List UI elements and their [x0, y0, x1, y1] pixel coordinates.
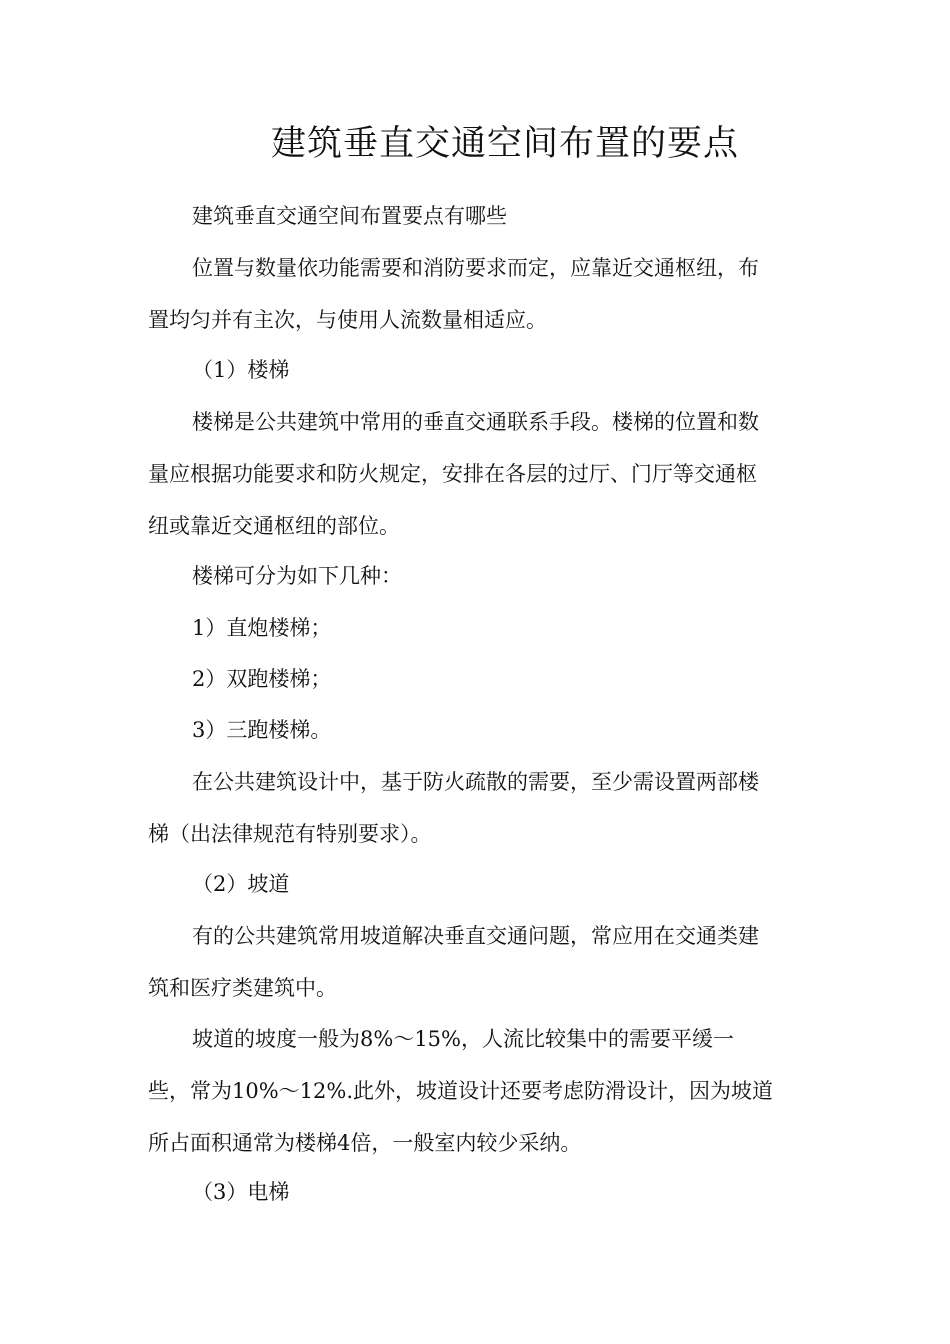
section-heading-ramps [148, 858, 803, 910]
paragraph-ramps [148, 910, 803, 1014]
text-line: 筑和医疗类建筑中。 [148, 976, 337, 1000]
text-line: 1）直炮楼梯； [192, 616, 332, 640]
paragraph-stair-types [148, 550, 803, 602]
paragraph-ramp-slope [148, 1013, 803, 1169]
text-line: 置均匀并有主次，与使用人流数量相适应。 [148, 308, 547, 332]
text-line: 有的公共建筑常用坡道解决垂直交通问题，常应用在交通类建 [192, 924, 759, 948]
text-line: 位置与数量依功能需要和消防要求而定，应靠近交通枢纽，布 [192, 256, 759, 280]
paragraph-position [148, 242, 803, 346]
document-title: 建筑垂直交通空间布置的要点 [270, 124, 739, 164]
text-line: （1）楼梯 [192, 358, 290, 382]
text-line: 所占面积通常为楼梯4倍，一般室内较少采纳。 [148, 1131, 582, 1155]
list-item-stair-3 [148, 704, 803, 756]
text-line: 2）双跑楼梯； [192, 667, 332, 691]
text-line: 量应根据功能要求和防火规定，安排在各层的过厅、门厅等交通枢 [148, 462, 757, 486]
text-line: （3）电梯 [192, 1180, 290, 1204]
list-item-stair-1 [148, 602, 803, 654]
text-line: 纽或靠近交通枢纽的部位。 [148, 514, 400, 538]
paragraph-fire-evacuation [148, 756, 803, 860]
text-line: 梯（出法律规范有特别要求）。 [148, 822, 432, 846]
section-heading-stairs [148, 344, 803, 396]
text-line: 楼梯可分为如下几种： [192, 564, 402, 588]
paragraph-stairs [148, 396, 803, 552]
list-item-stair-2 [148, 653, 803, 705]
text-line: 楼梯是公共建筑中常用的垂直交通联系手段。楼梯的位置和数 [192, 410, 759, 434]
section-heading-elevators [148, 1166, 803, 1218]
paragraph-intro [148, 190, 803, 242]
text-line: （2）坡道 [192, 872, 290, 896]
text-line: 些，常为10%～12%.此外，坡道设计还要考虑防滑设计，因为坡道 [148, 1079, 774, 1103]
text-line: 3）三跑楼梯。 [192, 718, 332, 742]
text-line: 在公共建筑设计中，基于防火疏散的需要，至少需设置两部楼 [192, 770, 759, 794]
text-line: 建筑垂直交通空间布置要点有哪些 [192, 204, 507, 228]
text-line: 坡道的坡度一般为8%～15%，人流比较集中的需要平缓一 [192, 1027, 734, 1051]
